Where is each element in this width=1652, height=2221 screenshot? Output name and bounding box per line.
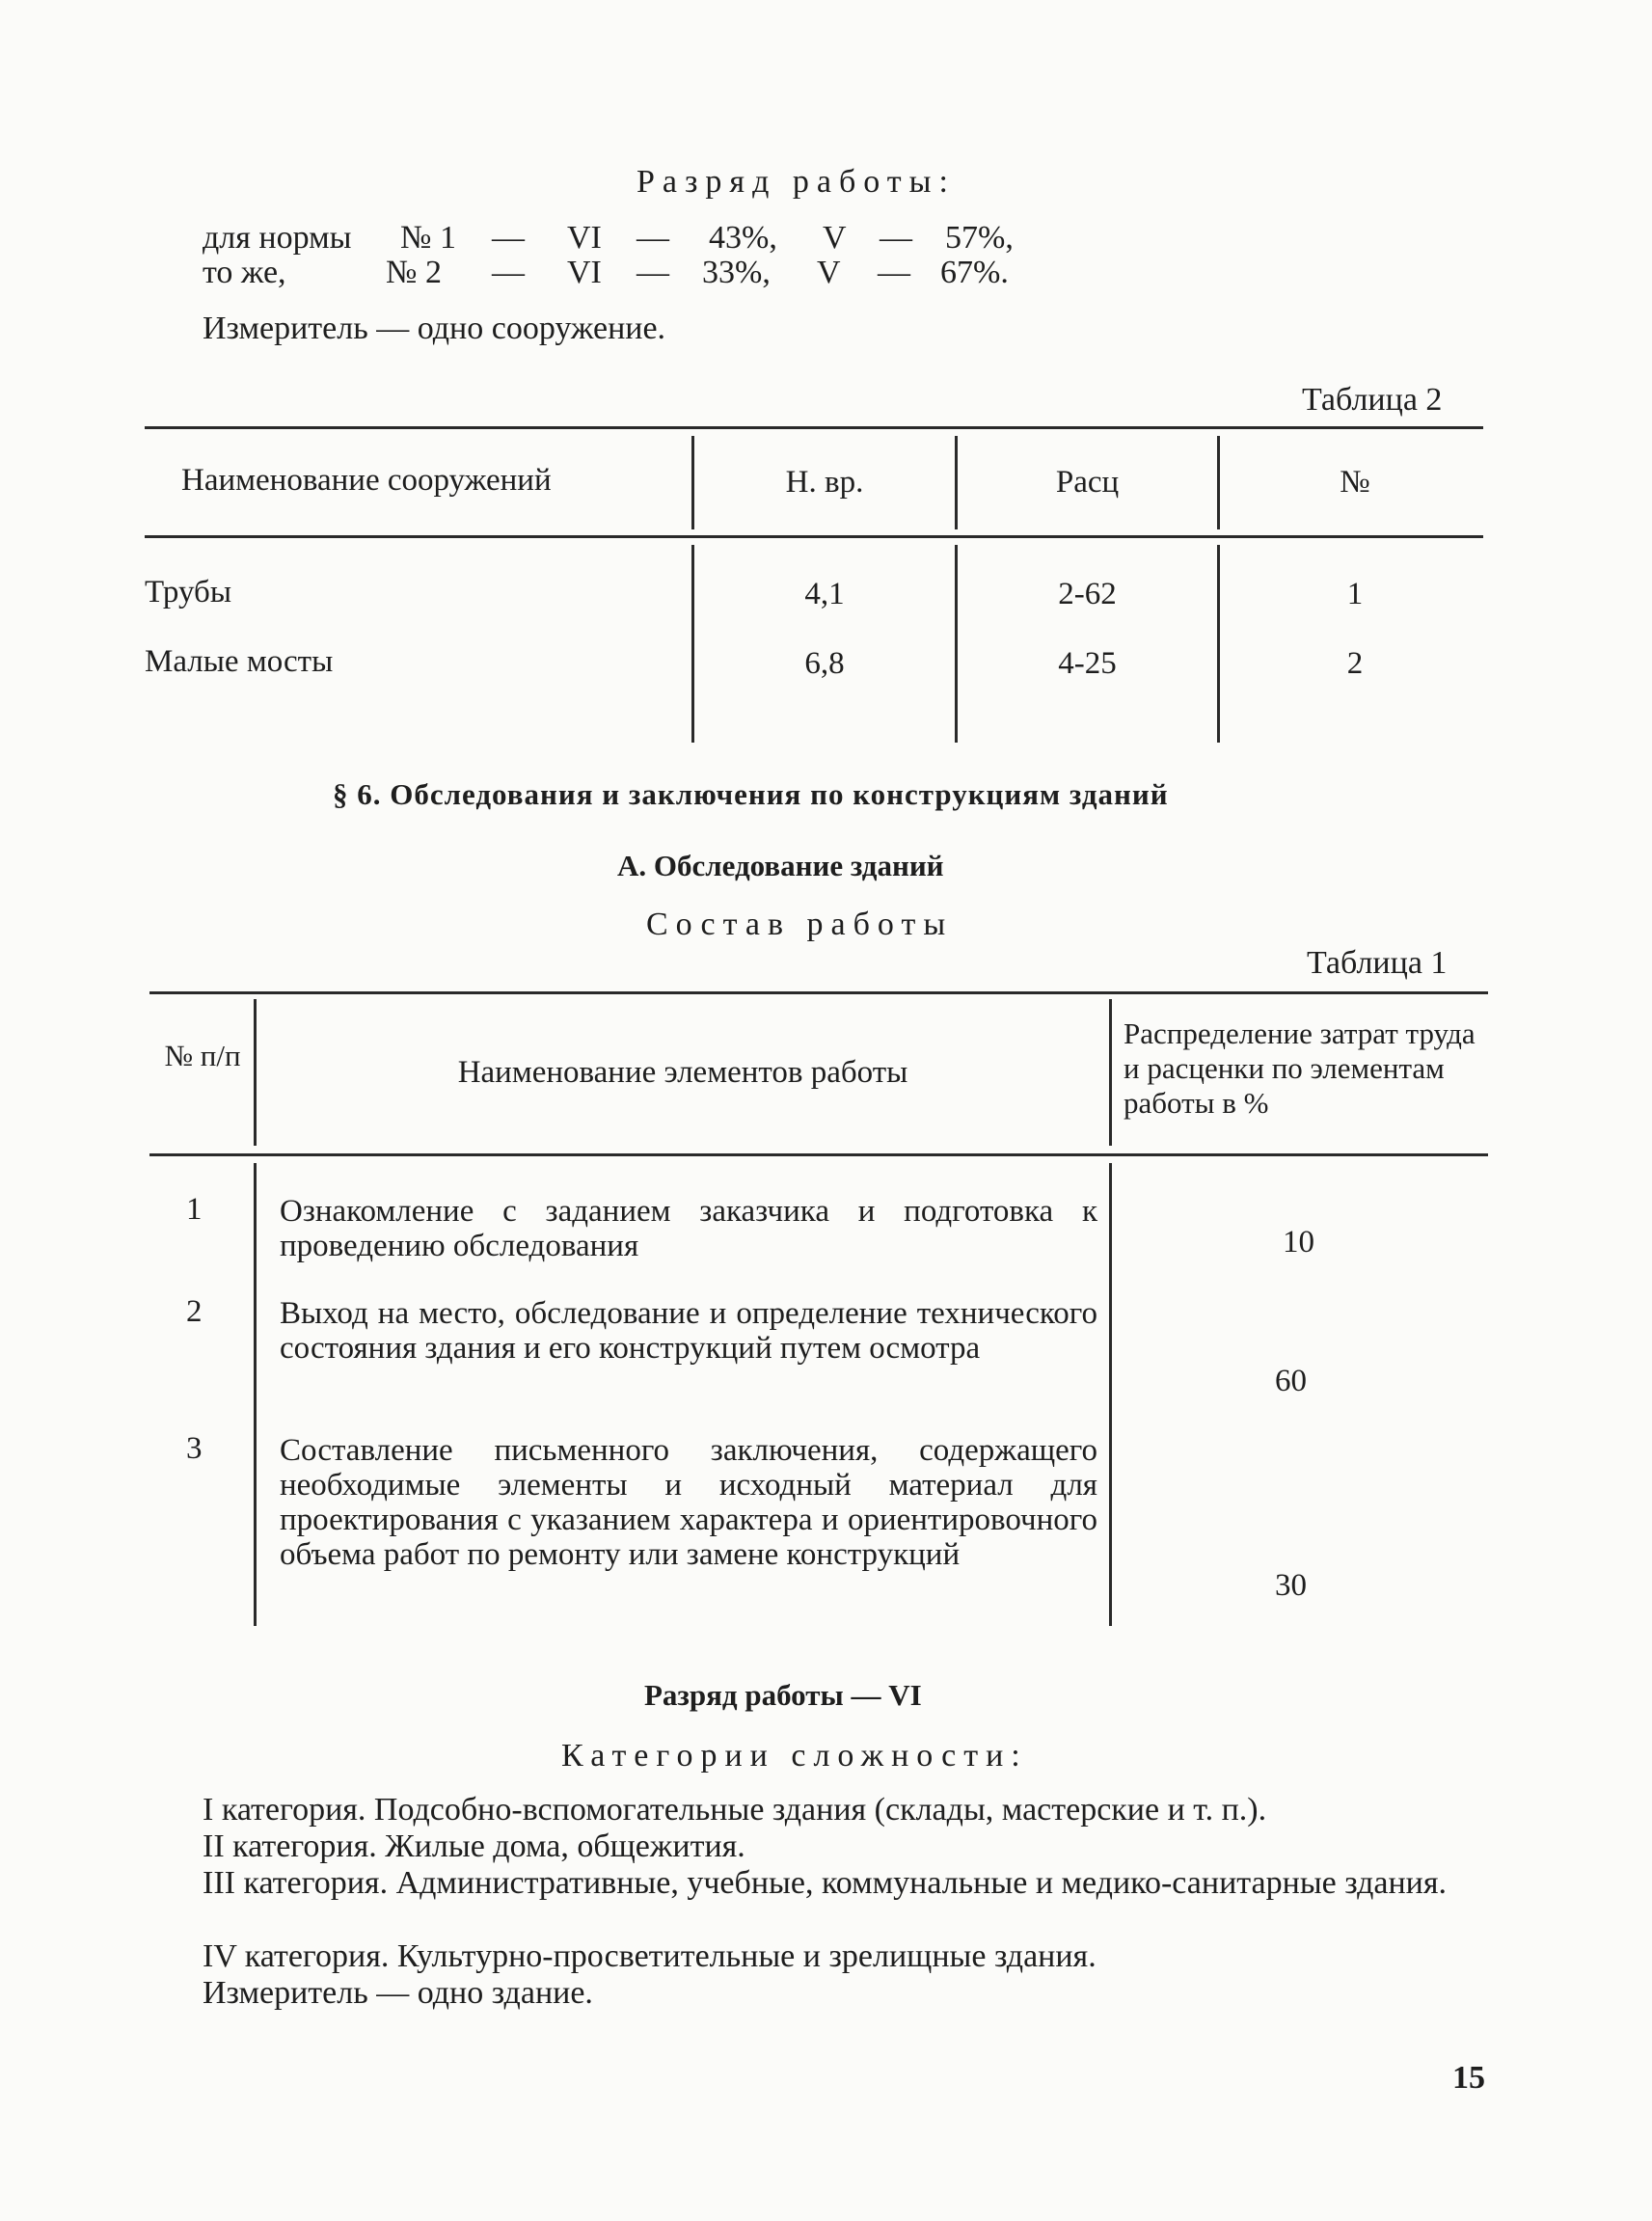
table2-header-rasc: Расц xyxy=(1055,465,1120,500)
table1-divider xyxy=(1109,1163,1112,1626)
table1-divider xyxy=(1109,999,1112,1146)
measure-structure: Измеритель — одно сооружение. xyxy=(203,311,666,346)
measure-building: Измеритель — одно здание. xyxy=(203,1975,593,2011)
table1-header-dist: Распределение затрат труда и расценки по элементам работы в % xyxy=(1124,1016,1476,1120)
table1-row-num: 1 xyxy=(186,1192,203,1227)
table1-caption: Таблица 1 xyxy=(1307,945,1448,981)
table1-row-num: 3 xyxy=(186,1431,203,1466)
table1-row-value: 10 xyxy=(1283,1225,1314,1259)
table1-row-text: Составление письменного заключения, содержащего необходимые элементы и исходный материал для проектирования с указанием характера и ориентировочного объема работ по ремонту или замене конструкций xyxy=(280,1433,1097,1572)
table2-caption: Таблица 2 xyxy=(1302,382,1443,418)
norm1-grade2: V xyxy=(823,220,847,256)
norm2-dash3: — xyxy=(878,255,910,290)
norm2-dash2: — xyxy=(636,255,669,290)
section-subtitle: А. Обследование зданий xyxy=(617,849,944,882)
norm2-num: № 2 xyxy=(386,255,442,290)
table1-header-rule xyxy=(149,1153,1488,1156)
composition-title: Состав работы xyxy=(646,907,954,942)
table1-divider xyxy=(254,1163,257,1626)
table1-row-value: 60 xyxy=(1275,1364,1307,1398)
grade-title: Разряд работы: xyxy=(636,164,956,200)
table2-cell-hvr: 6,8 xyxy=(804,646,845,681)
table2-divider xyxy=(1217,545,1220,743)
categories-title: Категории сложности: xyxy=(561,1738,1028,1774)
table2-header-rule xyxy=(145,535,1483,538)
page-number: 15 xyxy=(1452,2060,1485,2096)
category-1: I категория. Подсобно-вспомогательные здания (склады, мастерские и т. п.). xyxy=(203,1792,1267,1828)
norm1-dash2: — xyxy=(636,220,669,256)
table1-row-text: Ознакомление с заданием заказчика и подготовка к проведению обследования xyxy=(280,1194,1097,1263)
table2-cell-hvr: 4,1 xyxy=(804,577,845,611)
table2-cell-num: 2 xyxy=(1346,646,1364,681)
table2-cell-name: Малые мосты xyxy=(145,644,334,679)
category-4: IV категория. Культурно-просветительные и зрелищные здания. xyxy=(203,1938,1097,1974)
table2-top-rule xyxy=(145,426,1483,429)
category-2: II категория. Жилые дома, общежития. xyxy=(203,1828,745,1864)
table2-header-hvr: Н. вр. xyxy=(785,465,864,500)
table2-divider xyxy=(955,545,958,743)
table1-row-text: Выход на место, обследование и определение технического состояния здания и его конструкций путем осмотра xyxy=(280,1296,1097,1366)
norm1-percent1: 43%, xyxy=(709,220,777,256)
norm1-grade1: VI xyxy=(567,220,602,256)
table1-top-rule xyxy=(149,991,1488,994)
norm1-percent2: 57%, xyxy=(945,220,1014,256)
norm2-label: то же, xyxy=(203,255,286,290)
table2-cell-rasc: 2-62 xyxy=(1058,577,1117,611)
table1-header-num: № п/п xyxy=(164,1039,241,1072)
table1-header-name: Наименование элементов работы xyxy=(457,1055,908,1090)
table2-divider xyxy=(691,545,694,743)
norm2-grade2: V xyxy=(817,255,841,290)
norm1-dash3: — xyxy=(880,220,912,256)
norm2-percent2: 67%. xyxy=(940,255,1009,290)
table2-header-num: № xyxy=(1340,465,1370,500)
norm2-percent1: 33%, xyxy=(702,255,771,290)
category-3: III категория. Административные, учебные, коммунальные и медико-санитарные здания. xyxy=(203,1865,1447,1901)
table2-cell-rasc: 4-25 xyxy=(1058,646,1117,681)
norm1-num: № 1 xyxy=(400,220,456,256)
norm2-grade1: VI xyxy=(567,255,602,290)
table1-row-value: 30 xyxy=(1275,1568,1307,1603)
norm2-dash1: — xyxy=(492,255,525,290)
table1-row-num: 2 xyxy=(186,1294,203,1329)
table2-cell-num: 1 xyxy=(1346,577,1364,611)
section-title: § 6. Обследования и заключения по конструкциям зданий xyxy=(333,777,1169,811)
table2-cell-name: Трубы xyxy=(145,575,231,609)
grade-vi: Разряд работы — VI xyxy=(644,1678,922,1712)
table2-header-name: Наименование сооружений xyxy=(181,463,552,498)
norm1-label: для нормы xyxy=(203,220,352,256)
norm1-dash1: — xyxy=(492,220,525,256)
